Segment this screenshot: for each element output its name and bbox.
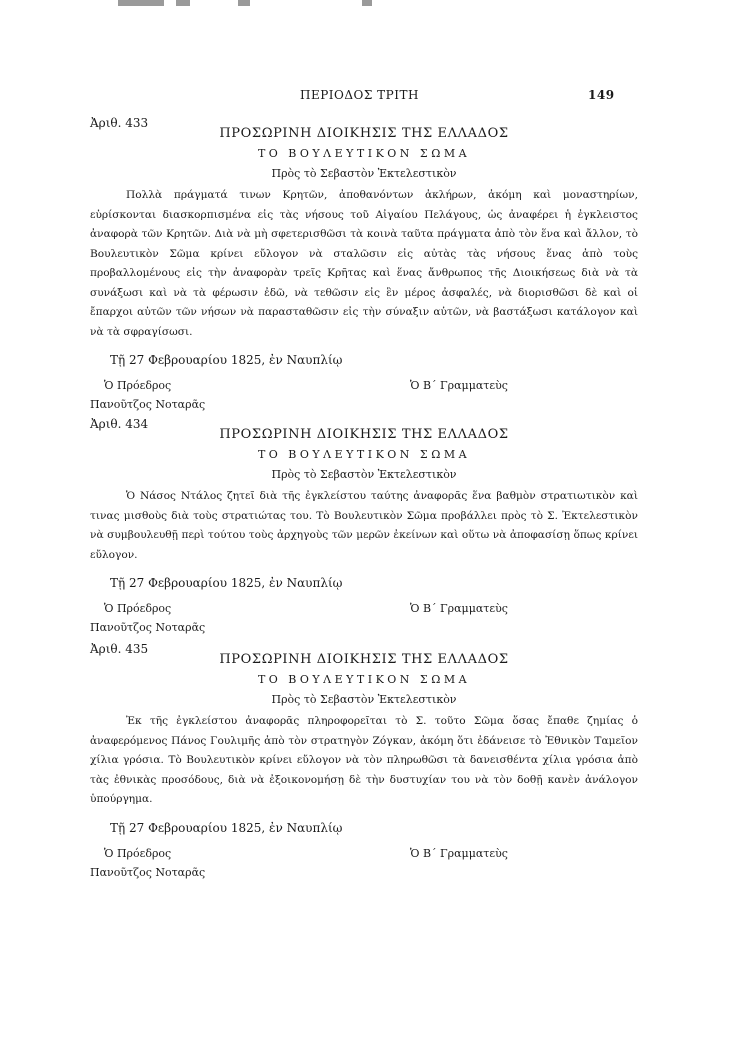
document-body: Πολλὰ πράγματά τινων Κρητῶν, ἀποθανόντων ἀκλήρων, ἀκόμη καὶ μοναστηρίων, εὑρίσκονται διασκορπισμένα εἰς τὰς νήσους τοῦ Αἰγαίου Πελάγους, ὡς ἀναφέρει ἡ ἐγκλειστος ἀναφορὰ τῶν Κρητῶν. Διὰ νὰ μὴ σφετερισθῶσι τὰ κοινὰ ταῦτα πράγματα ἀπὸ τὸν ἕνα καὶ ἄλλον, τὸ Βουλευτικὸν Σῶμα κρίνει εὔλογον νὰ σταλῶσιν εἰς αὐτὰς τὰς νήσους ἕνας ἀπὸ τοὺς προβαλλομένους εἰς τὴν ἀναφορὰν τρεῖς Κρῆτας καὶ ἕνας ἄνθρωπος τῆς Διοικήσεως διὰ νὰ τὰ συνάξωσι καὶ νὰ τὰ φέρωσιν ἐδῶ, νὰ τεθῶσιν εἰς ἓν μέρος ἀσφαλές, νὰ διορισθῶσι δὲ καὶ οἱ ἔπαρχοι αὐτῶν τῶν νήσων νὰ παρασταθῶσιν εἰς τὴν σύναξιν αὐτῶν, νὰ βαστάξωσι κατάλογον καὶ νὰ τὰ σφραγίσωσι. <box>90 189 638 338</box>
scan-edge-marks <box>0 0 744 14</box>
president-title: Ὁ Πρόεδρος <box>104 846 172 860</box>
addressee-heading: Πρὸς τὸ Σεβαστὸν Ἐκτελεστικὸν <box>271 693 457 706</box>
document-date: Τῇ 27 Φεβρουαρίου 1825, ἐν Ναυπλίῳ <box>110 820 343 835</box>
document-number: Ἀριθ. 434 <box>90 417 149 431</box>
document-date: Τῇ 27 Φεβρουαρίου 1825, ἐν Ναυπλίῳ <box>110 353 343 367</box>
running-head-title: ΠΕΡΙΟΔΟΣ ΤΡΙΤΗ <box>300 88 419 102</box>
signature-block <box>90 599 638 619</box>
addressee-heading: Πρὸς τὸ Σεβαστὸν Ἐκτελεστικὸν <box>271 468 457 481</box>
body-heading: ΤΟ ΒΟΥΛΕΥΤΙΚΟΝ ΣΩΜΑ <box>257 147 471 160</box>
secretary-title: Ὁ Β΄ Γραμματεὺς <box>410 846 508 860</box>
body-heading: ΤΟ ΒΟΥΛΕΥΤΙΚΟΝ ΣΩΜΑ <box>257 673 471 686</box>
president-title: Ὁ Πρόεδρος <box>104 602 172 615</box>
document-435 <box>90 640 638 882</box>
government-heading: ΠΡΟΣΩΡΙΝΗ ΔΙΟΙΚΗΣΙΣ ΤΗΣ ΕΛΛΑΔΟΣ <box>219 652 509 667</box>
government-heading: ΠΡΟΣΩΡΙΝΗ ΔΙΟΙΚΗΣΙΣ ΤΗΣ ΕΛΛΑΔΟΣ <box>219 427 509 442</box>
president-title: Ὁ Πρόεδρος <box>104 379 172 392</box>
president-name: Πανοῦτζος Νοταρᾶς <box>90 865 206 879</box>
document-date: Τῇ 27 Φεβρουαρίου 1825, ἐν Ναυπλίῳ <box>110 576 343 590</box>
document-number: Ἀριθ. 435 <box>90 642 149 656</box>
president-name: Πανοῦτζος Νοταρᾶς <box>90 621 206 634</box>
document-number: Ἀριθ. 433 <box>90 116 149 130</box>
addressee-heading: Πρὸς τὸ Σεβαστὸν Ἐκτελεστικὸν <box>271 167 457 180</box>
document-434 <box>90 415 638 637</box>
signature-block <box>90 844 638 864</box>
president-name: Πανοῦτζος Νοταρᾶς <box>90 398 206 411</box>
document-body: Ὁ Νάσος Ντάλος ζητεῖ διὰ τῆς ἐγκλείστου ταύτης ἀναφορᾶς ἕνα βαθμὸν στρατιωτικὸν καὶ τινας μισθοὺς διὰ τοὺς στρατιώτας του. Τὸ Βουλευτικὸν Σῶμα προβάλλει πρὸς τὸ Σ. Ἐκτελεστικὸν νὰ συμβουλευθῇ περὶ τούτου τοὺς ἀρχηγοὺς τῶν μερῶν ἐκείνων καὶ οὕτω νὰ ἀποφασίσῃ ὅπως κρίνει εὔλογον. <box>90 490 638 561</box>
government-heading: ΠΡΟΣΩΡΙΝΗ ΔΙΟΙΚΗΣΙΣ ΤΗΣ ΕΛΛΑΔΟΣ <box>219 126 509 141</box>
document-body: Ἐκ τῆς ἐγκλείστου ἀναφορᾶς πληροφορεῖται τὸ Σ. τοῦτο Σῶμα ὅσας ἔπαθε ζημίας ὁ ἀναφερόμενος Πάνος Γουλιμῆς ἀπὸ τὸν στρατηγὸν Ζόγκαν, ἀκόμη ὅτι ἐδάνεισε τὸ Ἐθνικὸν Ταμεῖον χίλια γρόσια. Τὸ Βουλευτικὸν κρίνει εὔλογον νὰ τὸν πληρωθῶσι τὰ δανεισθέντα χίλια γρόσια ἀπὸ τὰς ἐθνικὰς προσόδους, διὰ νὰ ἐξοικονομήσῃ δὲ τὴν δυστυχίαν του νὰ τὸν δοθῇ κανὲν ἀνάλογον ὑπούργημα. <box>90 715 638 805</box>
secretary-title: Ὁ Β΄ Γραμματεὺς <box>410 379 508 392</box>
body-heading: ΤΟ ΒΟΥΛΕΥΤΙΚΟΝ ΣΩΜΑ <box>257 448 471 461</box>
document-433 <box>90 114 638 414</box>
signature-block <box>90 376 638 396</box>
page-number: 149 <box>588 88 615 102</box>
secretary-title: Ὁ Β΄ Γραμματεὺς <box>410 602 508 615</box>
